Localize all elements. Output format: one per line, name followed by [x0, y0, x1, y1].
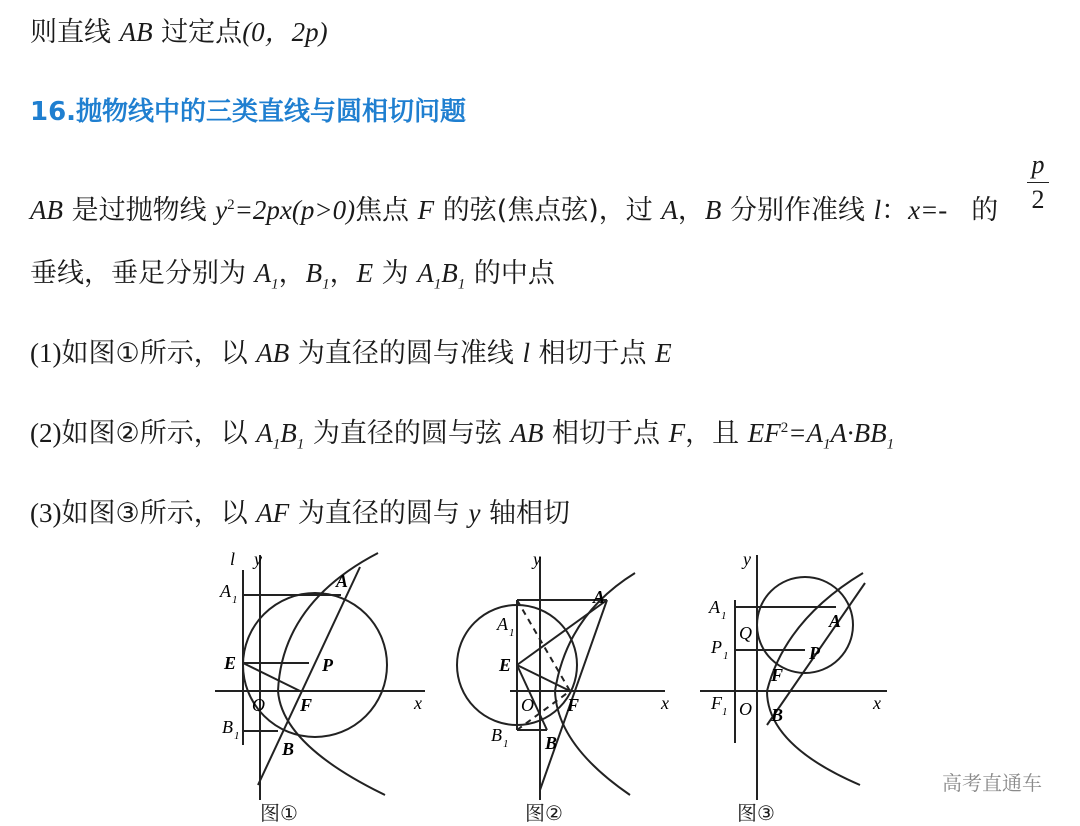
math: =A [788, 418, 823, 448]
label-p1-sub: 1 [723, 650, 729, 662]
text: ， [278, 258, 306, 289]
figure-2-diagram [455, 545, 685, 805]
text: ，且 [685, 418, 748, 449]
math: (0，2p) [242, 17, 328, 47]
text: (2) [30, 418, 62, 448]
label-o: O [521, 695, 534, 715]
figure-3 [695, 545, 925, 825]
math: AB [119, 17, 153, 47]
label-o: O [252, 695, 265, 715]
math: A·BB [830, 418, 887, 448]
label-a1: A [497, 614, 508, 634]
subscript: 1 [886, 436, 895, 453]
label-p: P [322, 655, 333, 675]
text: ， [329, 258, 357, 289]
subscript: 1 [822, 436, 831, 453]
subscript: 1 [272, 436, 281, 453]
math: A [254, 258, 272, 288]
label-a1: A [220, 581, 231, 601]
math: B [704, 195, 722, 225]
text: ， [677, 195, 705, 226]
text: 的 [971, 195, 999, 226]
figure-2-caption: 图② [525, 801, 563, 825]
text: ： [881, 195, 909, 226]
label-b: B [282, 739, 295, 759]
label-b1-sub: 1 [503, 738, 509, 750]
superscript: 2 [780, 420, 789, 436]
subscript: 1 [296, 436, 305, 453]
math: AB [256, 338, 290, 368]
label-b1: B [491, 725, 502, 745]
text: 的中点 [465, 258, 555, 289]
figure-1 [210, 545, 440, 825]
fraction-bar [1027, 182, 1049, 183]
label-b: B [771, 705, 784, 725]
fraction-p-over-2 [1027, 150, 1049, 215]
text: 分别作准线 [721, 195, 874, 226]
text: 轴相切 [480, 498, 571, 529]
fraction-numerator: p [1031, 150, 1045, 179]
subscript: 1 [322, 276, 330, 293]
math: x [908, 195, 921, 225]
text: (1) [30, 338, 62, 368]
subscript: 1 [457, 276, 466, 293]
label-o: O [739, 699, 752, 719]
label-e: E [499, 655, 512, 675]
text: 如图①所示，以 [61, 338, 257, 369]
label-e: E [224, 653, 237, 673]
text: 则直线 [30, 17, 120, 48]
label-a: A [829, 611, 842, 631]
text: 为直径的圆与弦 [304, 418, 511, 449]
text: 垂线，垂足分别为 [30, 258, 255, 289]
math: EF [747, 418, 781, 448]
text: 焦点 [355, 195, 418, 226]
subscript: 1 [433, 276, 442, 293]
math: E [655, 338, 672, 368]
label-f: F [567, 695, 580, 715]
superscript: 2 [227, 197, 235, 213]
item-1 [30, 331, 672, 370]
math: =2px(p>0) [234, 195, 356, 225]
math: l [522, 338, 530, 368]
label-y: y [254, 549, 262, 569]
math: y [215, 195, 228, 225]
label-x: x [661, 693, 669, 713]
label-f1-sub: 1 [722, 706, 728, 718]
label-b1: B [222, 717, 233, 737]
item-3 [30, 491, 570, 530]
figures-area [0, 545, 1080, 825]
label-x: x [873, 693, 881, 713]
math: B [305, 258, 323, 288]
line-ef [243, 663, 300, 691]
line-ea [517, 600, 607, 665]
math: AF [256, 498, 290, 528]
label-b: B [545, 733, 558, 753]
text-line-1 [30, 10, 328, 49]
label-a1-sub: 1 [721, 610, 727, 622]
label-b1-sub: 1 [234, 730, 240, 742]
text: 的弦(焦点弦)，过 [434, 195, 662, 226]
subscript: 1 [271, 276, 279, 293]
item-2 [30, 411, 894, 453]
text: 相切于点 [529, 338, 656, 369]
text: 为直径的圆与 [289, 498, 469, 529]
section-heading: 16.抛物线中的三类直线与圆相切问题 [30, 97, 467, 127]
label-y: y [743, 549, 751, 569]
label-p: P [809, 643, 820, 663]
math: F [417, 195, 435, 225]
text: 相切于点 [543, 418, 669, 449]
figure-2 [455, 545, 685, 825]
math: l [873, 195, 882, 225]
label-f1: F [711, 693, 722, 713]
math: AB [30, 195, 63, 225]
text: 过定点 [152, 17, 243, 48]
label-a: A [593, 587, 606, 607]
text: (3) [30, 498, 62, 528]
label-a: A [336, 571, 349, 591]
fraction-denominator: 2 [1031, 185, 1045, 214]
label-f: F [771, 665, 784, 685]
text: 是过抛物线 [63, 195, 216, 226]
label-a1: A [709, 597, 720, 617]
label-a1-sub: 1 [509, 627, 515, 639]
math: A [256, 418, 273, 448]
label-l: l [230, 549, 236, 569]
text-line-3 [30, 251, 555, 293]
label-q: Q [739, 623, 752, 643]
math: A [661, 195, 678, 225]
text: 如图②所示，以 [61, 418, 257, 449]
text: 为 [373, 258, 418, 289]
math: B [441, 258, 458, 288]
figure-3-caption: 图③ [737, 801, 775, 825]
math: E [356, 258, 374, 288]
math: B [280, 418, 297, 448]
label-x: x [414, 693, 422, 713]
figure-3-diagram [695, 545, 925, 805]
chord-ab [258, 567, 360, 785]
text: 为直径的圆与准线 [289, 338, 523, 369]
math: A [417, 258, 434, 288]
label-f: F [300, 695, 313, 715]
label-p1: P [711, 637, 722, 657]
math: y [468, 498, 481, 528]
text: 如图③所示，以 [61, 498, 257, 529]
math: AB [510, 418, 544, 448]
figure-1-diagram [210, 545, 440, 805]
watermark: 高考直通车 [942, 771, 1042, 795]
math: =- [920, 195, 948, 225]
figure-1-caption: 图① [260, 801, 298, 825]
label-a1-sub: 1 [232, 594, 238, 606]
text-line-2 [30, 188, 998, 227]
label-y: y [533, 549, 541, 569]
math: F [668, 418, 686, 448]
